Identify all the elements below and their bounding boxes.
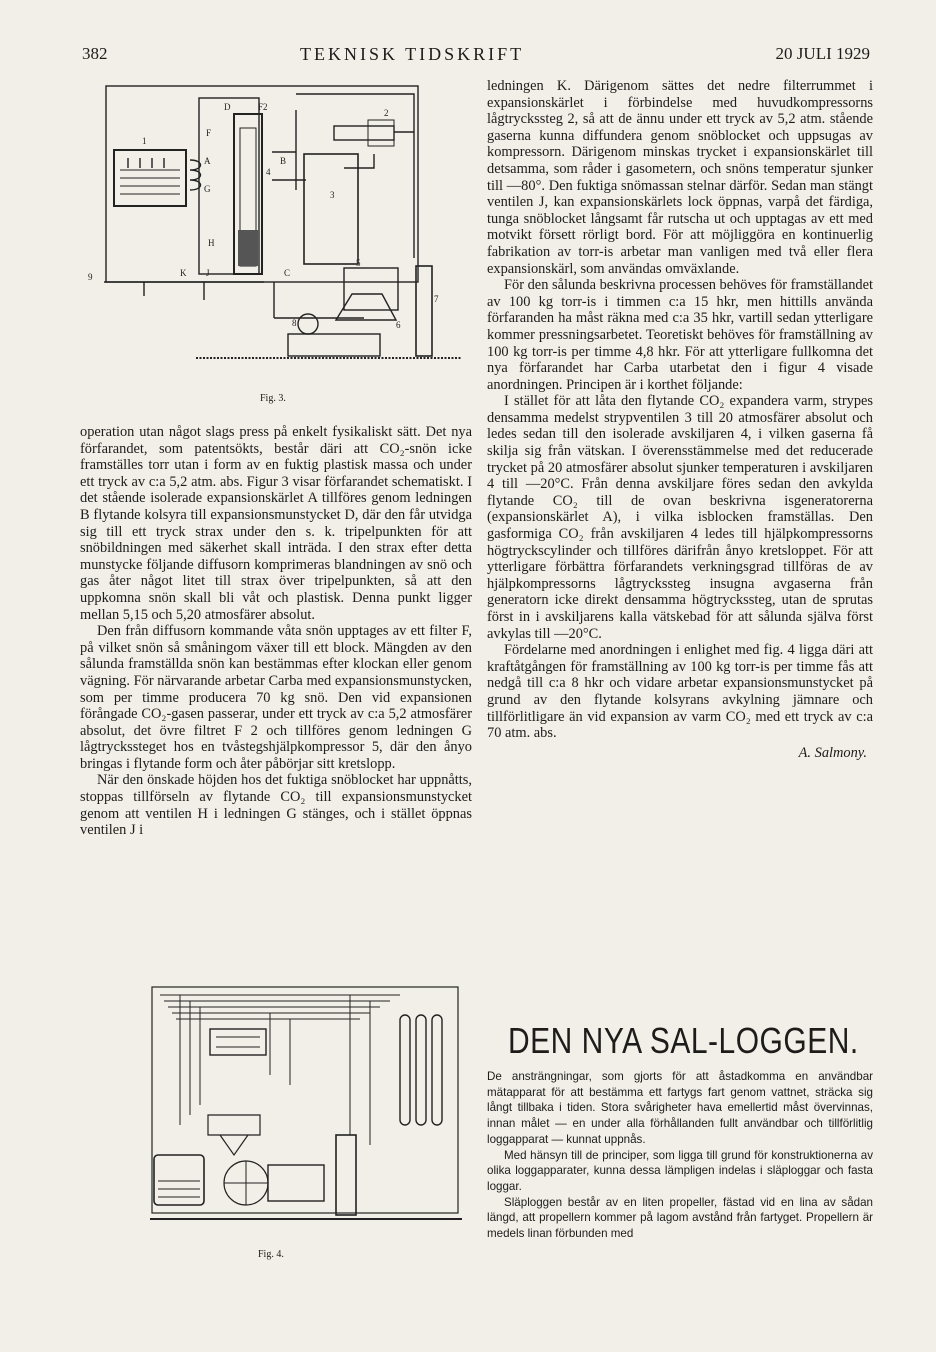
page-number: 382 bbox=[82, 44, 108, 63]
fig3-label-9: 9 bbox=[88, 272, 93, 282]
fig3-label-c: C bbox=[284, 268, 291, 278]
fig3-compressor-cylinder bbox=[368, 120, 394, 146]
sal-paragraph-1: De ansträngningar, som gjorts för att åstadkomma en användbar mätapparat för att bestämma ett fartygs fart genom vattnet, sträcka sig långt tillbaka i tiden. Stora svårigheter hava emellertid måst övervinnas, innan målet — en under alla förhållanden fullt användbar och tillförlitlig loggapparat — kunnat uppnås. bbox=[487, 1070, 873, 1146]
fig3-base bbox=[288, 334, 380, 356]
author-signature: A. Salmony. bbox=[798, 744, 867, 761]
fig3-gasometer bbox=[304, 154, 358, 264]
sal-paragraph-3: Släploggen består av en liten propeller, fästad vid en lina av sådan längd, att propellern kommer på lagom avstånd från fartyget. Propellern är medels linan förbunden med bbox=[487, 1195, 873, 1241]
fig3-diffuser bbox=[336, 294, 396, 320]
fig3-label-5: 5 bbox=[356, 258, 361, 268]
fig3-filter-block bbox=[238, 230, 258, 266]
fig3-label-d: D bbox=[224, 102, 231, 112]
fig3-label-h: H bbox=[208, 238, 215, 248]
fig3-motor bbox=[298, 314, 318, 334]
left-column bbox=[80, 424, 472, 839]
left-paragraph-1: operation utan något slags press på enkelt fysikaliskt sätt. Det nya förfarandet, som patentsökts, består däri att CO₂-snön icke framställes torr utan i form av en fuktig plastisk massa och under ett tryck av c:a 5,2 atm. abs. Figur 3 visar förfarandet schematiskt. I det stående isolerade expansionskärlet A tillföres genom ledningen B flytande kolsyra till expansionsmunstycket D, där den får utvidga sig till ett tryck strax under den s. k. tripelpunkten för att snöbildningen med säkerhet skall inträda. I den strax efter detta munstycke följande diffusorn komprimeras blandningen av snö och gas åter något litet till strax över tripelpunkten, så att den uppkomna snön skall bli våt och plastisk. Denna punkt ligger mellan 5,15 och 5,20 atmosfärer absolut. bbox=[80, 424, 472, 623]
fig4-frame bbox=[152, 987, 458, 1213]
fig4-tube-1 bbox=[400, 1015, 410, 1125]
fig4-top-pipes bbox=[160, 995, 400, 1019]
journal-title: TEKNISK TIDSKRIFT bbox=[300, 44, 525, 64]
left-paragraph-3: När den önskade höjden hos det fuktiga snöblocket har uppnåtts, stoppas tillförseln av flytande CO₂ till expansionsmunstycket genom att ventilen H i ledningen G stänges, och i stället öppnas ventilen J i bbox=[80, 772, 472, 839]
right-paragraph-2: För den sålunda beskrivna processen behöves för framställandet av 100 kg torr-is i timmen c:a 15 hkr, men hittills använda förfaranden ha måst räkna med c:a 35 hkr, vartill sedan ytterligare kommer pressningsarbetet. Teoretiskt behöves för framställning av 100 kg torr-is per timme 4,8 hkr. För att ytterligare fullkomna det nya förfarandet har Carba utarbetat den i figur 4 visade anordningen. Principen är i korthet följande: bbox=[487, 277, 873, 393]
fig3-label-6: 6 bbox=[396, 320, 401, 330]
issue-date: 20 JULI 1929 bbox=[775, 44, 870, 63]
fig3-pipe-run bbox=[296, 94, 414, 258]
right-column bbox=[487, 78, 873, 761]
fig3-label-a: A bbox=[204, 156, 211, 166]
fig3-label-2: 2 bbox=[384, 108, 389, 118]
right-paragraph-1: ledningen K. Därigenom sättes det nedre filterrummet i expansionskärlet i förbindelse med huvudkompressorns lågtryckssteg 2, så att de ännu under ett tryck av 5,2 atm. stående gaserna kunna diffundera genom snöblocket och uppsugas av kompressorn. Därigenom minskas trycket i expansionskärlet till detsamma, som råder i gasometern, och snöns temperatur sjunker till —80°. Den fuktiga snömassan stelnar därför. Sedan man stängt ventilen J, kan expansionskärlets lock öppnas, varpå det färdiga, tunga snöblocket långsamt får rutscha ut och upptagas av ett med motvikt försett rörligt bord. För att möjliggöra en kontinuerlig fabrikation av torr-is arbetar man vanligen med två eller flera expansionskärl, som användas omväxlande. bbox=[487, 78, 873, 277]
fig3-label-8: 8 bbox=[292, 318, 297, 328]
fig4-tube-3 bbox=[432, 1015, 442, 1125]
fig3-label-7: 7 bbox=[434, 294, 439, 304]
fig3-label-j: J bbox=[206, 268, 210, 278]
fig4-panel bbox=[210, 1029, 266, 1055]
fig4-gauges bbox=[216, 1037, 260, 1047]
fig3-label-f2: F2 bbox=[258, 102, 268, 112]
fig3-label-k: K bbox=[180, 268, 187, 278]
fig3-label-f: F bbox=[206, 128, 212, 138]
figure-4-caption: Fig. 4. bbox=[258, 1249, 284, 1260]
fig3-lower-pipes bbox=[104, 282, 364, 318]
fig4-generator-tubes bbox=[400, 1015, 442, 1125]
figure-4-diagram bbox=[150, 985, 462, 1235]
sal-paragraph-2: Med hänsyn till de principer, som ligga till grund för konstruktionerna av olika loggapparater, kunna dessa lämpligen indelas i släploggar och fasta loggar. bbox=[487, 1148, 873, 1193]
fig3-label-b: B bbox=[280, 156, 287, 166]
fig4-tube-2 bbox=[416, 1015, 426, 1125]
sal-loggen-article bbox=[487, 1069, 873, 1242]
fig3-line-b bbox=[272, 110, 306, 190]
figure-3-caption: Fig. 3. bbox=[260, 393, 286, 404]
sal-loggen-title: DEN NYA SAL-LOGGEN. bbox=[508, 1022, 859, 1062]
right-paragraph-4: Fördelarne med anordningen i enlighet med fig. 4 ligga däri att kraftåtgången för framställning av 100 kg torr-is per timme fås att nedgå till c:a 8 hkr och vidare arbetar expansionsmunstycket på grund av den flytande kolsyrans avkylning jämnare och tillförlitligare än vid expansion av varm CO₂ med ett tryck av c:a 70 atm. abs. bbox=[487, 642, 873, 742]
fig3-spray-lines bbox=[128, 158, 164, 168]
fig3-aux-compressor bbox=[344, 268, 398, 310]
left-paragraph-2: Den från diffusorn kommande våta snön upptages av ett filter F, på vilket snön så småningom växer till ett block. Mängden av den sålunda framställda snön kan bestämmas efter klockan eller genom vägning. För närvarande arbetar Carba med expansionsmunstycken, som per timme producera 70 kg snö. Den vid expansionen förångade CO₂-gasen passerar, under ett tryck av c:a 5,2 atmosfärer absolut, det övre filtret F 2 och tillföres genom ledningen G lågtryckssteget hos en tvåstegshjälpkompressor 5, där den ånyo bringas i flytande form och åter påbörjar sitt kretslopp. bbox=[80, 623, 472, 772]
fig3-main-compressor bbox=[334, 126, 394, 140]
fig3-label-1: 1 bbox=[142, 136, 147, 146]
fig3-label-g: G bbox=[204, 184, 211, 194]
fig4-separator bbox=[336, 1135, 356, 1215]
fig4-tank-lines bbox=[158, 1181, 200, 1197]
right-paragraph-3: I stället för att låta den flytande CO₂ expandera varm, strypes densamma medelst strypventilen 3 till 20 atmosfärer absolut och ledes sedan till den isolerade avskiljaren 4, i vilken gaserna få skilja sig från vätskan. I överensstämmelse med det reducerade trycket på 20 atmosfärer absolut sjunker temperaturen i avskiljaren 4 till —20°C. Från denna avskiljare föres sedan den avkylda flytande CO₂ till de ovan beskrivna isgeneratorerna (expansionskärlet A), i vilka isblocken framställas. Den gasformiga CO₂ från avskiljaren 4 ledes till hjälpkompressorns högtryckscylinder och tillföres därifrån ånyo kretsloppet. För att ytterligare förbättra förfarandets verkningsgrad tillföras de av hjälpkompressorns lågtryckssteg insugna avgaserna från generatorn icke direkt densamma högtryckssteg, utan de sprutas först in i avskiljarens kalla vätskebad för att sålunda själva först avkylas till —20°C. bbox=[487, 393, 873, 642]
fig3-label-3: 3 bbox=[330, 190, 335, 200]
figure-3-diagram bbox=[84, 80, 474, 380]
fig3-bath-lines bbox=[120, 170, 180, 194]
fig4-compressor-block bbox=[268, 1165, 324, 1201]
fig3-label-4: 4 bbox=[266, 167, 271, 177]
fig4-valve-set bbox=[208, 1115, 260, 1155]
